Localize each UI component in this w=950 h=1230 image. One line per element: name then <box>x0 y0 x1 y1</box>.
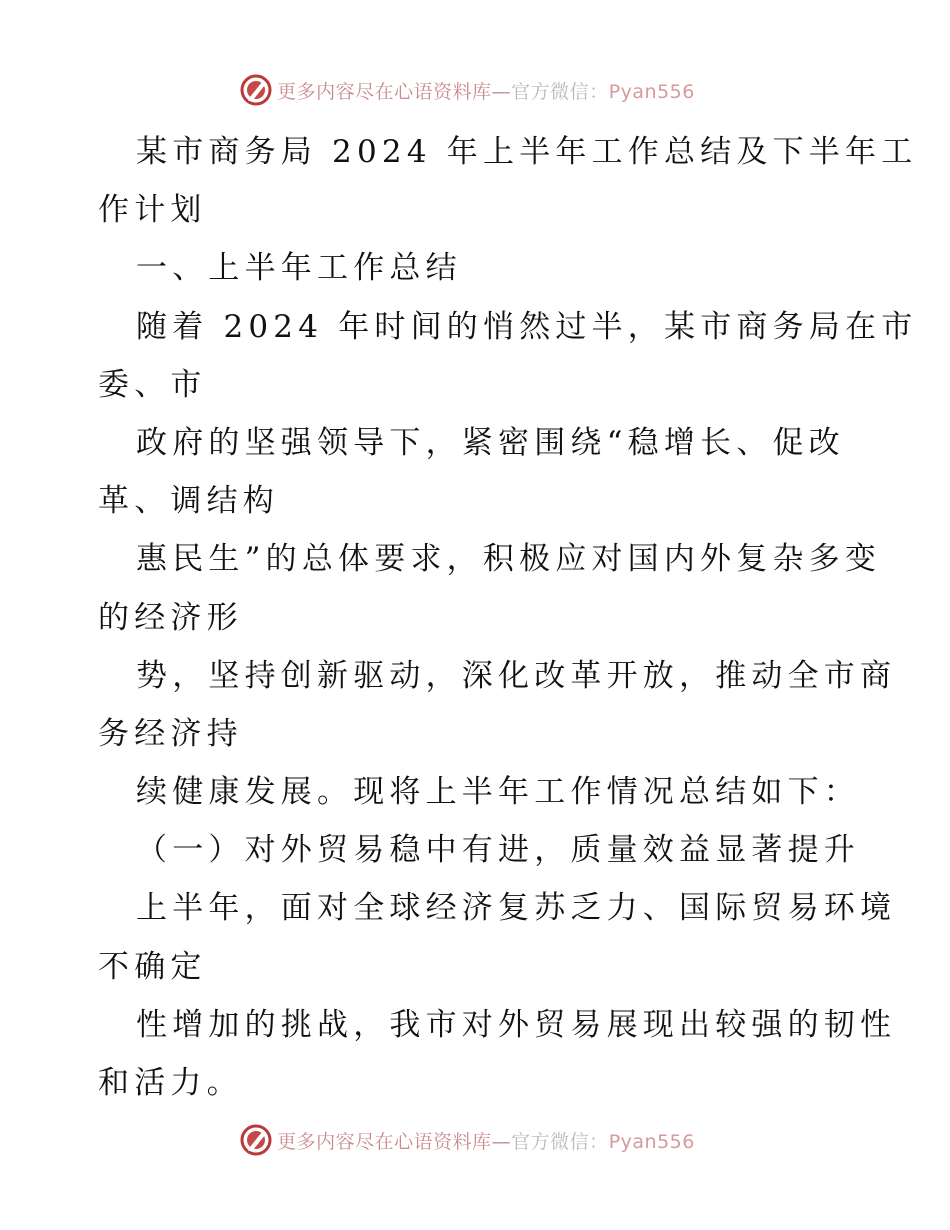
header-banner-label: 官方微信： <box>511 80 609 103</box>
pen-seal-icon <box>239 73 273 107</box>
footer-banner-label: 官方微信： <box>511 1130 609 1153</box>
paragraph-line: 上半年，面对全球经济复苏乏力、国际贸易环境 <box>136 890 897 927</box>
footer-banner-text-group <box>277 1127 695 1154</box>
paragraph-line: 的经济形 <box>98 599 243 636</box>
paragraph-line: 不确定 <box>98 948 207 985</box>
header-banner-wechat-id: Pyan556 <box>608 80 695 103</box>
pen-seal-icon <box>239 1123 273 1157</box>
subsection-heading: （一）对外贸易稳中有进，质量效益显著提升 <box>136 832 860 869</box>
paragraph-line: 惠民生”的总体要求，积极应对国内外复杂多变 <box>136 541 882 578</box>
section-heading: 一、上半年工作总结 <box>136 250 462 287</box>
paragraph-line: 委、市 <box>98 366 207 403</box>
paragraph-line: 随着 2024 年时间的悄然过半，某市商务局在市 <box>136 308 918 345</box>
header-banner <box>0 70 950 110</box>
paragraph-line: 和活力。 <box>98 1065 243 1101</box>
paragraph-line: 续健康发展。现将上半年工作情况总结如下： <box>136 774 860 811</box>
document-body <box>98 123 918 1112</box>
document-title-line-2: 作计划 <box>98 192 207 229</box>
paragraph-line: 务经济持 <box>98 715 243 752</box>
paragraph-line: 势，坚持创新驱动，深化改革开放，推动全市商 <box>136 657 897 694</box>
header-banner-inner <box>239 73 695 107</box>
paragraph-line: 革、调结构 <box>98 483 279 520</box>
header-banner-separator: — <box>491 80 512 103</box>
document-title-line-1: 某市商务局 2024 年上半年工作总结及下半年工 <box>136 134 918 170</box>
paragraph-line: 性增加的挑战，我市对外贸易展现出较强的韧性 <box>136 1006 897 1043</box>
footer-banner <box>0 1120 950 1160</box>
footer-banner-wechat-id: Pyan556 <box>608 1130 695 1153</box>
footer-banner-separator: — <box>491 1130 512 1153</box>
header-banner-text-group <box>277 77 695 104</box>
footer-banner-text: 更多内容尽在心语资料库 <box>277 1130 492 1153</box>
header-banner-text: 更多内容尽在心语资料库 <box>277 80 492 103</box>
footer-banner-inner <box>239 1123 695 1157</box>
paragraph-line: 政府的坚强领导下，紧密围绕“稳增长、促改 <box>136 424 845 461</box>
